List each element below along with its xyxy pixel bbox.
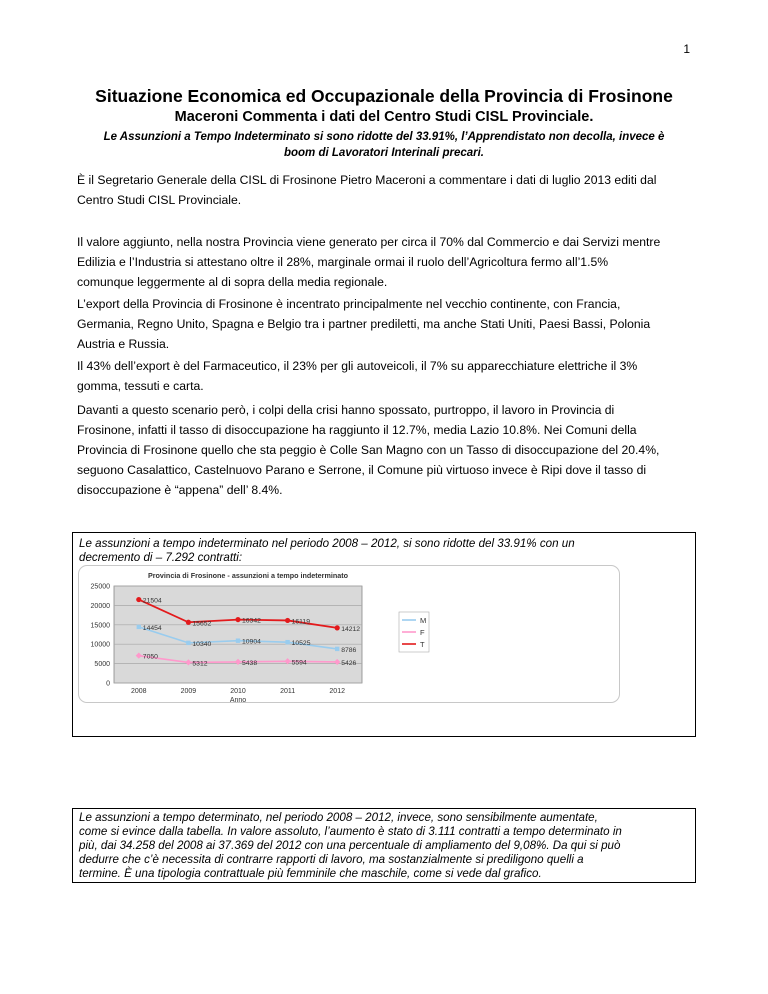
chart-box-caption xyxy=(79,537,689,565)
paragraph-line: È il Segretario Generale della CISL di Frosinone Pietro Maceroni a commentare i dati di luglio 2013 editi dal xyxy=(77,173,657,187)
paragraph-line: disoccupazione è “appena” dell’ 8.4%. xyxy=(77,483,283,497)
paragraph-line: seguono Casalattico, Castelnuovo Parano e Serrone, il Comune più virtuoso invece è Ripi dove il tasso di xyxy=(77,463,647,477)
chart-box xyxy=(72,532,696,737)
paragraph-1 xyxy=(77,170,697,210)
paragraph-line: Frosinone, infatti il tasso di disoccupazione ha raggiunto il 12.7%, media Lazio 10.8%. Nei Comuni della xyxy=(77,423,637,437)
document-title: Situazione Economica ed Occupazionale della Provincia di Frosinone xyxy=(95,86,673,106)
page-number: 1 xyxy=(683,42,690,56)
line-chart xyxy=(79,566,619,702)
lead-line: boom di Lavoratori Interinali precari. xyxy=(283,147,484,159)
data-point-T xyxy=(186,620,191,625)
data-label: 16119 xyxy=(291,618,311,626)
data-point-T xyxy=(335,625,340,630)
data-point-T xyxy=(285,618,290,623)
lead-statement xyxy=(95,129,673,161)
data-label: 5438 xyxy=(242,659,258,667)
lead-line: Le Assunzioni a Tempo Indeterminato si sono ridotte del 33.91%, l’Apprendistato non decolla, invece è xyxy=(103,131,665,143)
paragraph-3 xyxy=(77,294,697,354)
paragraph-5 xyxy=(77,400,697,500)
data-label: 7050 xyxy=(142,653,158,661)
data-point-M xyxy=(186,641,190,645)
caption-line: Le assunzioni a tempo indeterminato nel periodo 2008 – 2012, si sono ridotte del 33.91% con un xyxy=(79,537,575,550)
paragraph-line: Davanti a questo scenario però, i colpi della crisi hanno spossato, purtroppo, il lavoro in Provincia di xyxy=(77,403,615,417)
data-point-M xyxy=(236,638,240,642)
legend-label-M: M xyxy=(420,616,427,625)
paragraph-line: Centro Studi CISL Provinciale. xyxy=(77,193,242,207)
paragraph-line: comunque leggermente al di sopra della media regionale. xyxy=(77,275,388,289)
y-tick-label: 0 xyxy=(106,680,110,688)
text-box-line: come si evince dalla tabella. In valore assoluto, l’aumento è stato di 3.111 contratti a tempo determinato in xyxy=(79,825,622,838)
y-tick-label: 20000 xyxy=(90,602,110,610)
paragraph-line: Provincia di Frosinone quello che sta peggio è Colle San Magno con un Tasso di disoccupazione del 20.4%, xyxy=(77,443,660,457)
paragraph-2 xyxy=(77,232,697,292)
text-box xyxy=(72,808,696,883)
data-point-T xyxy=(136,597,141,602)
paragraph-4 xyxy=(77,356,697,396)
y-tick-label: 25000 xyxy=(90,583,110,591)
data-label: 10904 xyxy=(242,638,261,646)
data-label: 10340 xyxy=(192,640,212,648)
caption-line: decremento di – 7.292 contratti: xyxy=(79,551,243,564)
x-tick-label: 2011 xyxy=(280,688,296,695)
paragraph-line: Edilizia e l’Industria si attestano oltre il 28%, marginale ormai il ruolo dell’Agricoltura fermo all’1.5% xyxy=(77,255,609,269)
y-tick-label: 5000 xyxy=(94,661,110,669)
data-label: 10525 xyxy=(291,640,311,648)
paragraph-line: L’export della Provincia di Frosinone è incentrato principalmente nel vecchio continente, con Francia, xyxy=(77,297,621,311)
paragraph-line: Il 43% dell’export è del Farmaceutico, il 23% per gli autoveicoli, il 7% su apparecchiature elettriche il 3% xyxy=(77,359,638,373)
paragraph-line: Austria e Russia. xyxy=(77,337,170,351)
data-label: 5312 xyxy=(192,660,208,668)
data-label: 14454 xyxy=(142,624,162,632)
data-label: 5426 xyxy=(341,659,357,667)
y-tick-label: 15000 xyxy=(90,622,110,630)
legend-label-T: T xyxy=(420,640,425,649)
document-subtitle: Maceroni Commenta i dati del Centro Studi CISL Provinciale. xyxy=(174,109,594,125)
x-axis-title: Anno xyxy=(229,697,247,702)
data-label: 5594 xyxy=(291,659,307,667)
data-point-M xyxy=(335,647,339,651)
x-tick-label: 2010 xyxy=(230,688,246,695)
data-label: 14212 xyxy=(341,625,361,633)
x-tick-label: 2008 xyxy=(131,688,147,695)
data-point-M xyxy=(137,625,141,629)
text-box-line: Le assunzioni a tempo determinato, nel periodo 2008 – 2012, invece, sono sensibilmente aumentate, xyxy=(79,811,598,824)
text-box-body xyxy=(79,811,689,881)
legend-label-F: F xyxy=(420,628,425,637)
x-tick-label: 2012 xyxy=(329,688,345,695)
data-point-T xyxy=(235,617,240,622)
x-tick-label: 2009 xyxy=(180,688,197,695)
data-label: 21504 xyxy=(142,597,162,605)
y-tick-label: 10000 xyxy=(90,641,110,649)
paragraph-line: Germania, Regno Unito, Spagna e Belgio tra i partner prediletti, ma anche Stati Uniti, Paesi Bassi, Polonia xyxy=(77,317,651,331)
paragraph-line: gomma, tessuti e carta. xyxy=(77,379,204,393)
text-box-line: più, dai 34.258 del 2008 ai 37.369 del 2012 con una percentuale di ampliamento del 9,08%. Da qui si può xyxy=(79,839,621,852)
data-label: 15652 xyxy=(192,620,212,628)
chart-title: Provincia di Frosinone - assunzioni a tempo indeterminato xyxy=(147,571,349,580)
paragraph-line: Il valore aggiunto, nella nostra Provincia viene generato per circa il 70% dal Commercio e dai Servizi mentre xyxy=(77,235,661,249)
data-label: 16342 xyxy=(242,617,261,625)
chart-frame xyxy=(78,565,620,703)
data-label: 8786 xyxy=(341,646,357,654)
text-box-line: termine. È una tipologia contrattuale più femminile che maschile, come si vede dal grafico. xyxy=(79,867,542,880)
text-box-line: dedurre che c’è necessita di contrarre rapporti di lavoro, ma sostanzialmente si prediligono quelli a xyxy=(79,853,584,866)
data-point-M xyxy=(285,640,289,644)
